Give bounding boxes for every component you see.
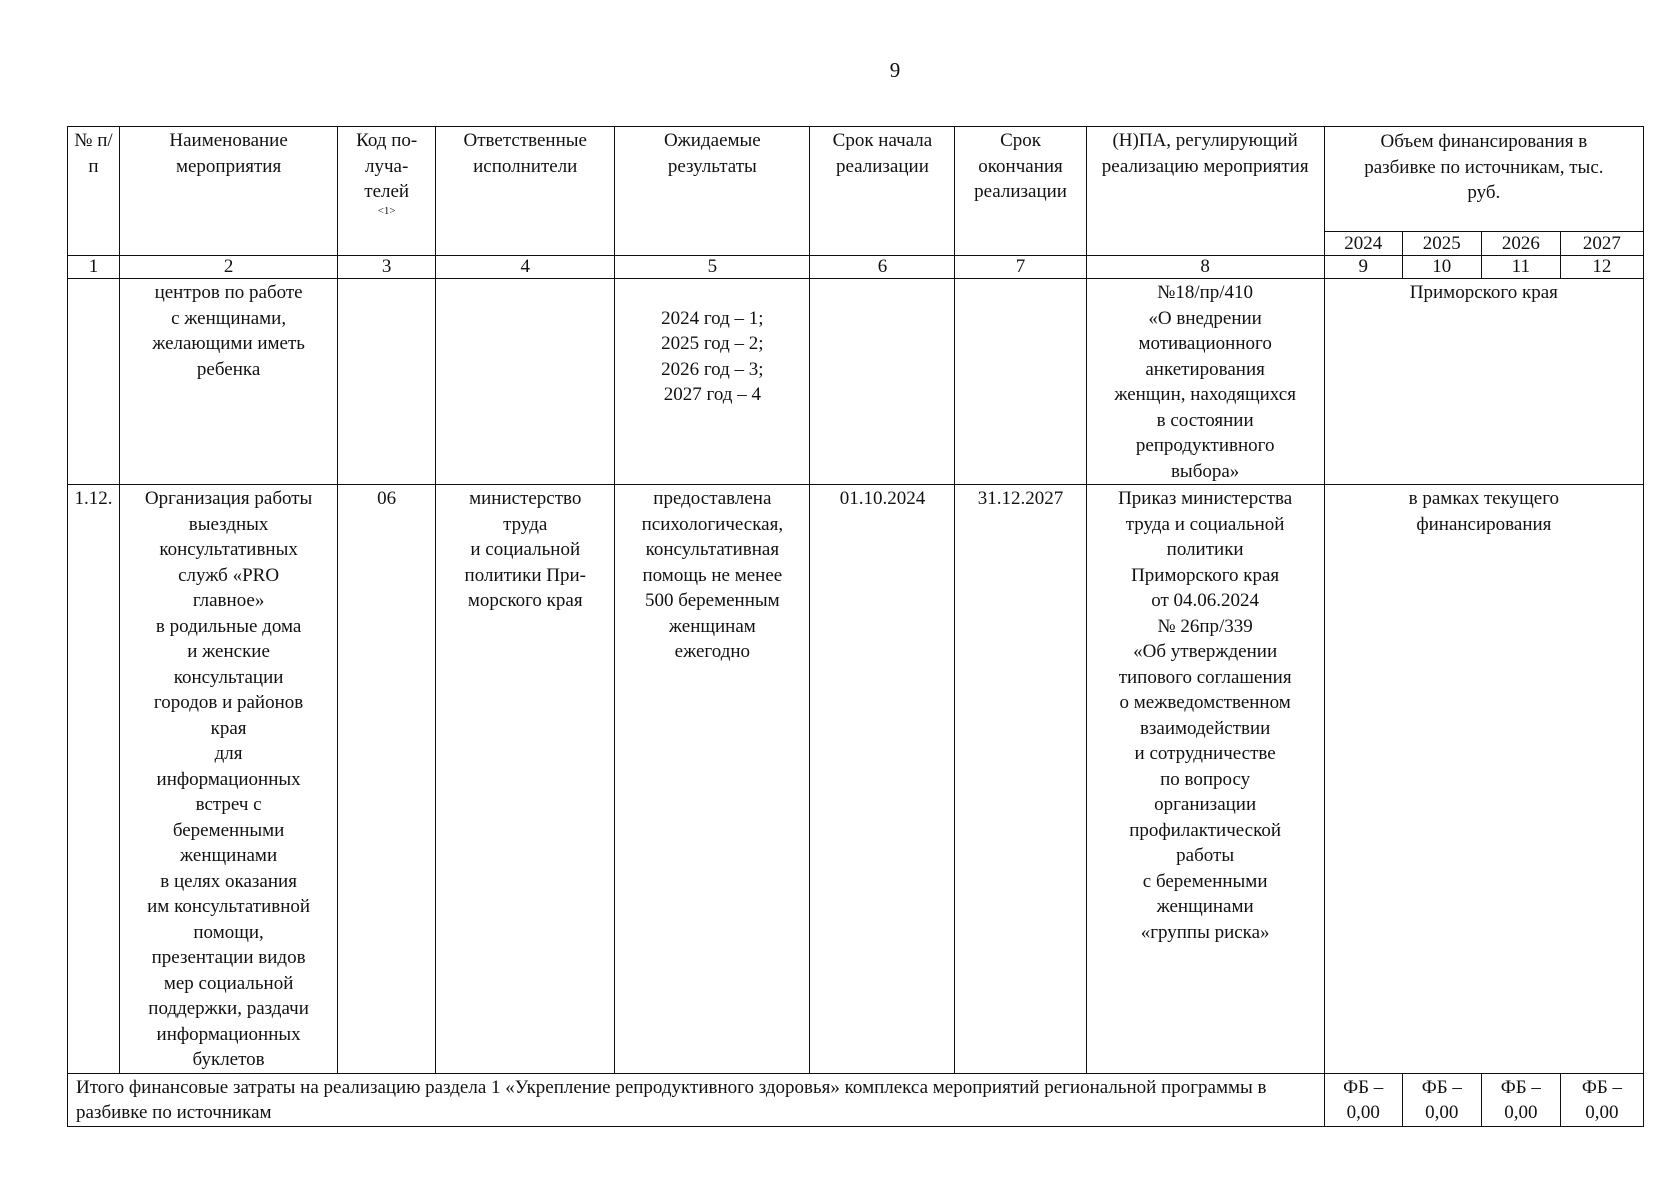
header-financing: Объем финансирования в разбивке по источникам, тыс. руб. — [1324, 127, 1643, 232]
financing-source: в рамках текущего финансирования — [1324, 485, 1643, 1074]
header-code — [338, 127, 436, 256]
header-name: Наименование мероприятия — [120, 127, 338, 256]
header-executors: Ответственные исполнители — [436, 127, 615, 256]
column-number: 8 — [1086, 256, 1324, 279]
header-code-line2: луча- — [365, 155, 409, 177]
header-year-2027: 2027 — [1560, 232, 1643, 256]
header-start: Срок начала реализации — [810, 127, 955, 256]
column-number: 9 — [1324, 256, 1402, 279]
header-code-line3: телей — [364, 181, 410, 202]
expected-results: предоставлена психологическая, консультативная помощь не менее 500 беременным женщинам ежегодно — [615, 485, 810, 1074]
start-date: 01.10.2024 — [810, 485, 955, 1074]
header-year-2025: 2025 — [1402, 232, 1481, 256]
legal-act: №18/пр/410 «О внедрении мотивационного анкетирования женщин, находящихся в состоянии репродуктивного выбора» — [1086, 279, 1324, 485]
executors: министерство труда и социальной политики При- морского края — [436, 485, 615, 1074]
total-row — [68, 1073, 1644, 1126]
column-number: 2 — [120, 256, 338, 279]
header-year-2024: 2024 — [1324, 232, 1402, 256]
legal-act: Приказ министерства труда и социальной политики Приморского края от 04.06.2024 № 26пр/339 «Об утверждении типового соглашения о межведомственном взаимодействии и сотрудничестве по вопросу организации профилактической работы с беременными женщинами «группы риска» — [1086, 485, 1324, 1074]
column-number: 6 — [810, 256, 955, 279]
total-label: Итого финансовые затраты на реализацию раздела 1 «Укрепление репродуктивного здоровья» комплекса мероприятий региональной программы в разбивке по источникам — [68, 1073, 1325, 1126]
header-number: № п/п — [68, 127, 120, 256]
total-2025: ФБ – 0,00 — [1402, 1073, 1481, 1126]
table-row — [68, 279, 1644, 485]
column-number: 7 — [955, 256, 1086, 279]
column-number: 12 — [1560, 256, 1643, 279]
total-2024: ФБ – 0,00 — [1324, 1073, 1402, 1126]
expected-results: 2024 год – 1; 2025 год – 2; 2026 год – 3; 2027 год – 4 — [615, 279, 810, 485]
column-number: 5 — [615, 256, 810, 279]
column-number: 10 — [1402, 256, 1481, 279]
page-number: 9 — [889, 58, 901, 82]
measure-name: Организация работы выездных консультативных служб «PRO главное» в родильные дома и женские консультации городов и районов края для информационных встреч с беременными женщинами в целях оказания им консультативной помощи, презентации видов мер социальной поддержки, раздачи информационных буклетов — [120, 485, 338, 1074]
column-number: 11 — [1481, 256, 1560, 279]
table-row — [68, 485, 1644, 1074]
total-2026: ФБ – 0,00 — [1481, 1073, 1560, 1126]
column-numbers-row — [68, 256, 1644, 279]
measure-name: центров по работе с женщинами, желающими иметь ребенка — [120, 279, 338, 485]
header-end: Срок окончания реализации — [955, 127, 1086, 256]
start-date — [810, 279, 955, 485]
financing-source: Приморского края — [1324, 279, 1643, 485]
header-code-line1: Код по- — [356, 130, 418, 151]
column-number: 4 — [436, 256, 615, 279]
end-date: 31.12.2027 — [955, 485, 1086, 1074]
executors — [436, 279, 615, 485]
measures-table — [67, 126, 1644, 1127]
header-code-footnote: <1> — [377, 204, 396, 217]
total-2027: ФБ – 0,00 — [1560, 1073, 1643, 1126]
row-number: 1.12. — [68, 485, 120, 1074]
column-number: 3 — [338, 256, 436, 279]
header-year-2026: 2026 — [1481, 232, 1560, 256]
row-number — [68, 279, 120, 485]
header-results: Ожидаемые результаты — [615, 127, 810, 256]
column-number: 1 — [68, 256, 120, 279]
header-row — [68, 127, 1644, 232]
end-date — [955, 279, 1086, 485]
header-npa: (Н)ПА, регулирующий реализацию мероприятия — [1086, 127, 1324, 256]
recipient-code: 06 — [338, 485, 436, 1074]
recipient-code — [338, 279, 436, 485]
